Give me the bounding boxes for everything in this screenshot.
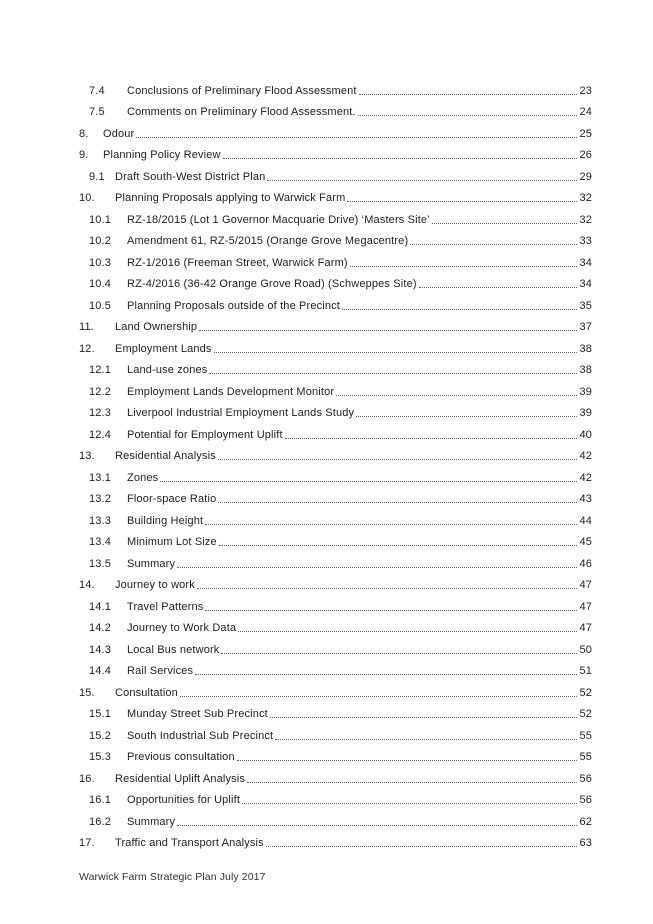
toc-entry-number: 13.3 [89,514,112,527]
toc-entry-page-number: 63 [579,837,592,849]
toc-entry-title: Minimum Lot Size [127,536,217,548]
toc-entry-title: Planning Proposals applying to Warwick Farm [115,192,346,204]
toc-subsection-entry[interactable] [79,248,592,270]
toc-entry-page-number: 40 [579,428,592,441]
toc-entry-title: Floor-space Ratio [127,493,217,505]
toc-dot-leader [177,566,577,568]
toc-dot-leader [205,523,577,525]
toc-entry-title: Summary [127,557,176,570]
toc-dot-leader [180,695,578,697]
toc-entry-page-number: 47 [579,579,592,591]
toc-subsection-entry[interactable] [79,270,592,292]
toc-entry-number: 13.5 [89,557,112,570]
toc-entry-title: Travel Patterns [127,600,204,613]
toc-subsection-entry[interactable] [79,76,592,98]
toc-entry-title: Employment Lands Development Monitor [127,385,335,398]
toc-entry-title: Building Height [127,514,204,527]
toc-entry-number: 10.5 [89,299,112,312]
toc-dot-leader [209,372,577,374]
toc-entry-page-number: 38 [579,364,592,376]
toc-entry-page-number: 26 [579,149,592,161]
toc-subsection-entry[interactable] [79,635,592,657]
toc-subsection-entry[interactable] [79,743,592,765]
toc-entry-title: Opportunities for Uplift [127,794,241,806]
toc-subsection-entry[interactable] [79,399,592,421]
toc-entry-number: 9. [79,149,89,161]
toc-dot-leader [136,136,577,138]
toc-entry-page-number: 34 [579,256,592,269]
toc-entry-number: 7.5 [89,106,105,118]
toc-entry-number: 8. [79,127,89,140]
toc-entry-number: 10. [79,192,95,204]
toc-subsection-entry[interactable] [79,205,592,227]
toc-entry-title: Conclusions of Preliminary Flood Assessment [127,84,357,97]
toc-entry-number: 16.1 [89,794,112,806]
toc-dot-leader [359,93,578,95]
toc-dot-leader [218,501,577,503]
toc-section-entry[interactable] [79,184,592,206]
toc-entry-title: Consultation [115,686,178,699]
toc-entry-title: Odour [103,127,135,140]
toc-entry-page-number: 24 [579,106,592,118]
toc-dot-leader [214,351,578,353]
toc-entry-page-number: 34 [579,278,592,290]
toc-subsection-entry[interactable] [79,657,592,679]
toc-entry-page-number: 46 [579,557,592,570]
toc-dot-leader [358,114,578,116]
toc-subsection-entry[interactable] [79,807,592,829]
toc-entry-title: South Industrial Sub Precinct [127,729,274,742]
toc-subsection-entry[interactable] [79,700,592,722]
toc-entry-number: 11. [79,321,94,333]
toc-dot-leader [223,157,578,159]
toc-dot-leader [266,845,578,847]
toc-dot-leader [342,308,577,310]
toc-dot-leader [350,265,578,267]
toc-section-entry[interactable] [79,334,592,356]
toc-entry-page-number: 52 [579,686,592,699]
toc-section-entry[interactable] [79,678,592,700]
toc-entry-page-number: 29 [579,170,592,183]
toc-subsection-entry[interactable] [79,786,592,808]
toc-entry-title: Amendment 61, RZ-5/2015 (Orange Grove Megacentre) [127,235,409,247]
toc-dot-leader [205,609,577,611]
toc-dot-leader [219,544,578,546]
toc-subsection-entry[interactable] [79,377,592,399]
toc-subsection-entry[interactable] [79,485,592,507]
toc-entry-page-number: 47 [579,622,592,634]
toc-subsection-entry[interactable] [79,291,592,313]
toc-entry-title: Munday Street Sub Precinct [127,708,268,720]
toc-entry-page-number: 44 [579,514,592,527]
toc-dot-leader [195,673,577,675]
toc-entry-number: 12.1 [89,364,112,376]
toc-dot-leader [247,781,577,783]
toc-subsection-entry[interactable] [79,227,592,249]
toc-dot-leader [177,824,577,826]
toc-dot-leader [270,716,578,718]
toc-entry-title: Journey to Work Data [127,622,237,634]
toc-entry-page-number: 51 [579,665,592,677]
toc-entry-number: 16.2 [89,815,112,828]
toc-section-entry[interactable] [79,829,592,851]
toc-entry-page-number: 33 [579,235,592,247]
toc-entry-page-number: 42 [579,471,592,484]
toc-entry-title: Land Ownership [115,321,198,333]
toc-entry-number: 13.4 [89,536,112,548]
toc-subsection-entry[interactable] [79,614,592,636]
toc-subsection-entry[interactable] [79,592,592,614]
table-of-contents [79,76,592,850]
toc-entry-number: 15.3 [89,751,112,763]
toc-subsection-entry[interactable] [79,463,592,485]
toc-entry-page-number: 42 [579,450,592,462]
toc-entry-page-number: 25 [579,127,592,140]
toc-subsection-entry[interactable] [79,420,592,442]
toc-entry-number: 10.1 [89,213,112,226]
toc-entry-number: 13.2 [89,493,112,505]
toc-entry-number: 12. [79,342,95,355]
toc-entry-page-number: 52 [579,708,592,720]
toc-entry-title: Residential Analysis [115,450,216,462]
toc-entry-title: Planning Policy Review [103,149,221,161]
toc-entry-title: RZ-18/2015 (Lot 1 Governor Macquarie Drive) ‘Masters Site’ [127,213,430,226]
toc-section-entry[interactable] [79,764,592,786]
toc-entry-number: 7.4 [89,84,105,97]
toc-entry-number: 14.3 [89,643,112,656]
toc-entry-page-number: 56 [579,794,592,806]
toc-entry-number: 15.1 [89,708,112,720]
toc-entry-title: Rail Services [127,665,194,677]
toc-dot-leader [238,630,577,632]
toc-entry-page-number: 23 [579,84,592,97]
toc-entry-page-number: 45 [579,536,592,548]
toc-dot-leader [285,437,578,439]
toc-subsection-entry[interactable] [79,356,592,378]
toc-dot-leader [160,480,577,482]
toc-entry-number: 16. [79,772,95,785]
toc-entry-title: Employment Lands [115,342,212,355]
toc-entry-number: 10.2 [89,235,112,247]
toc-dot-leader [356,415,577,417]
toc-section-entry[interactable] [79,119,592,141]
toc-entry-title: Summary [127,815,176,828]
toc-entry-title: Traffic and Transport Analysis [115,837,264,849]
toc-entry-title: Liverpool Industrial Employment Lands Study [127,407,355,419]
toc-entry-title: RZ-1/2016 (Freeman Street, Warwick Farm) [127,256,348,269]
toc-entry-title: Journey to work [115,579,195,591]
toc-subsection-entry[interactable] [79,528,592,550]
toc-section-entry[interactable] [79,571,592,593]
toc-dot-leader [199,329,577,331]
toc-dot-leader [242,802,577,804]
toc-entry-page-number: 37 [579,321,592,333]
toc-entry-page-number: 32 [579,213,592,226]
page-footer: Warwick Farm Strategic Plan July 2017 [79,871,266,883]
toc-entry-number: 15.2 [89,729,112,742]
toc-entry-page-number: 50 [579,643,592,656]
toc-entry-page-number: 32 [579,192,592,204]
toc-subsection-entry[interactable] [79,162,592,184]
toc-entry-number: 9.1 [89,170,105,183]
toc-dot-leader [347,200,577,202]
toc-entry-title: Comments on Preliminary Flood Assessment. [127,106,356,118]
toc-subsection-entry[interactable] [79,98,592,120]
toc-entry-page-number: 47 [579,600,592,613]
toc-entry-page-number: 56 [579,772,592,785]
toc-entry-title: Potential for Employment Uplift [127,428,283,441]
toc-entry-title: Residential Uplift Analysis [115,772,245,785]
toc-dot-leader [419,286,578,288]
toc-entry-number: 17. [79,837,95,849]
toc-section-entry[interactable] [79,313,592,335]
toc-entry-number: 12.4 [89,428,112,441]
toc-entry-title: Planning Proposals outside of the Precinct [127,299,340,312]
toc-entry-page-number: 35 [579,299,592,312]
toc-entry-number: 13. [79,450,95,462]
toc-dot-leader [275,738,577,740]
toc-entry-number: 14.1 [89,600,112,613]
toc-section-entry[interactable] [79,442,592,464]
toc-entry-number: 10.4 [89,278,112,290]
toc-entry-page-number: 38 [579,342,592,355]
toc-entry-title: Land-use zones [127,364,208,376]
toc-dot-leader [197,587,578,589]
toc-entry-number: 15. [79,686,95,699]
toc-dot-leader [218,458,578,460]
toc-entry-page-number: 39 [579,407,592,419]
toc-entry-page-number: 55 [579,729,592,742]
toc-entry-number: 14.2 [89,622,112,634]
toc-section-entry[interactable] [79,141,592,163]
toc-entry-page-number: 39 [579,385,592,398]
toc-entry-number: 13.1 [89,471,112,484]
toc-subsection-entry[interactable] [79,721,592,743]
toc-entry-title: Draft South-West District Plan [115,170,266,183]
toc-subsection-entry[interactable] [79,506,592,528]
toc-entry-title: RZ-4/2016 (36-42 Orange Grove Road) (Schweppes Site) [127,278,417,290]
toc-entry-number: 12.3 [89,407,112,419]
toc-entry-page-number: 55 [579,751,592,763]
toc-subsection-entry[interactable] [79,549,592,571]
toc-entry-number: 12.2 [89,385,112,398]
toc-dot-leader [267,179,577,181]
toc-dot-leader [237,759,578,761]
toc-entry-title: Zones [127,471,159,484]
toc-dot-leader [336,394,577,396]
toc-dot-leader [432,222,578,224]
toc-entry-title: Local Bus network [127,643,220,656]
toc-entry-page-number: 43 [579,493,592,505]
toc-entry-page-number: 62 [579,815,592,828]
toc-entry-number: 14.4 [89,665,112,677]
toc-entry-title: Previous consultation [127,751,235,763]
toc-dot-leader [410,243,577,245]
toc-dot-leader [221,652,577,654]
toc-entry-number: 14. [79,579,95,591]
toc-entry-number: 10.3 [89,256,112,269]
